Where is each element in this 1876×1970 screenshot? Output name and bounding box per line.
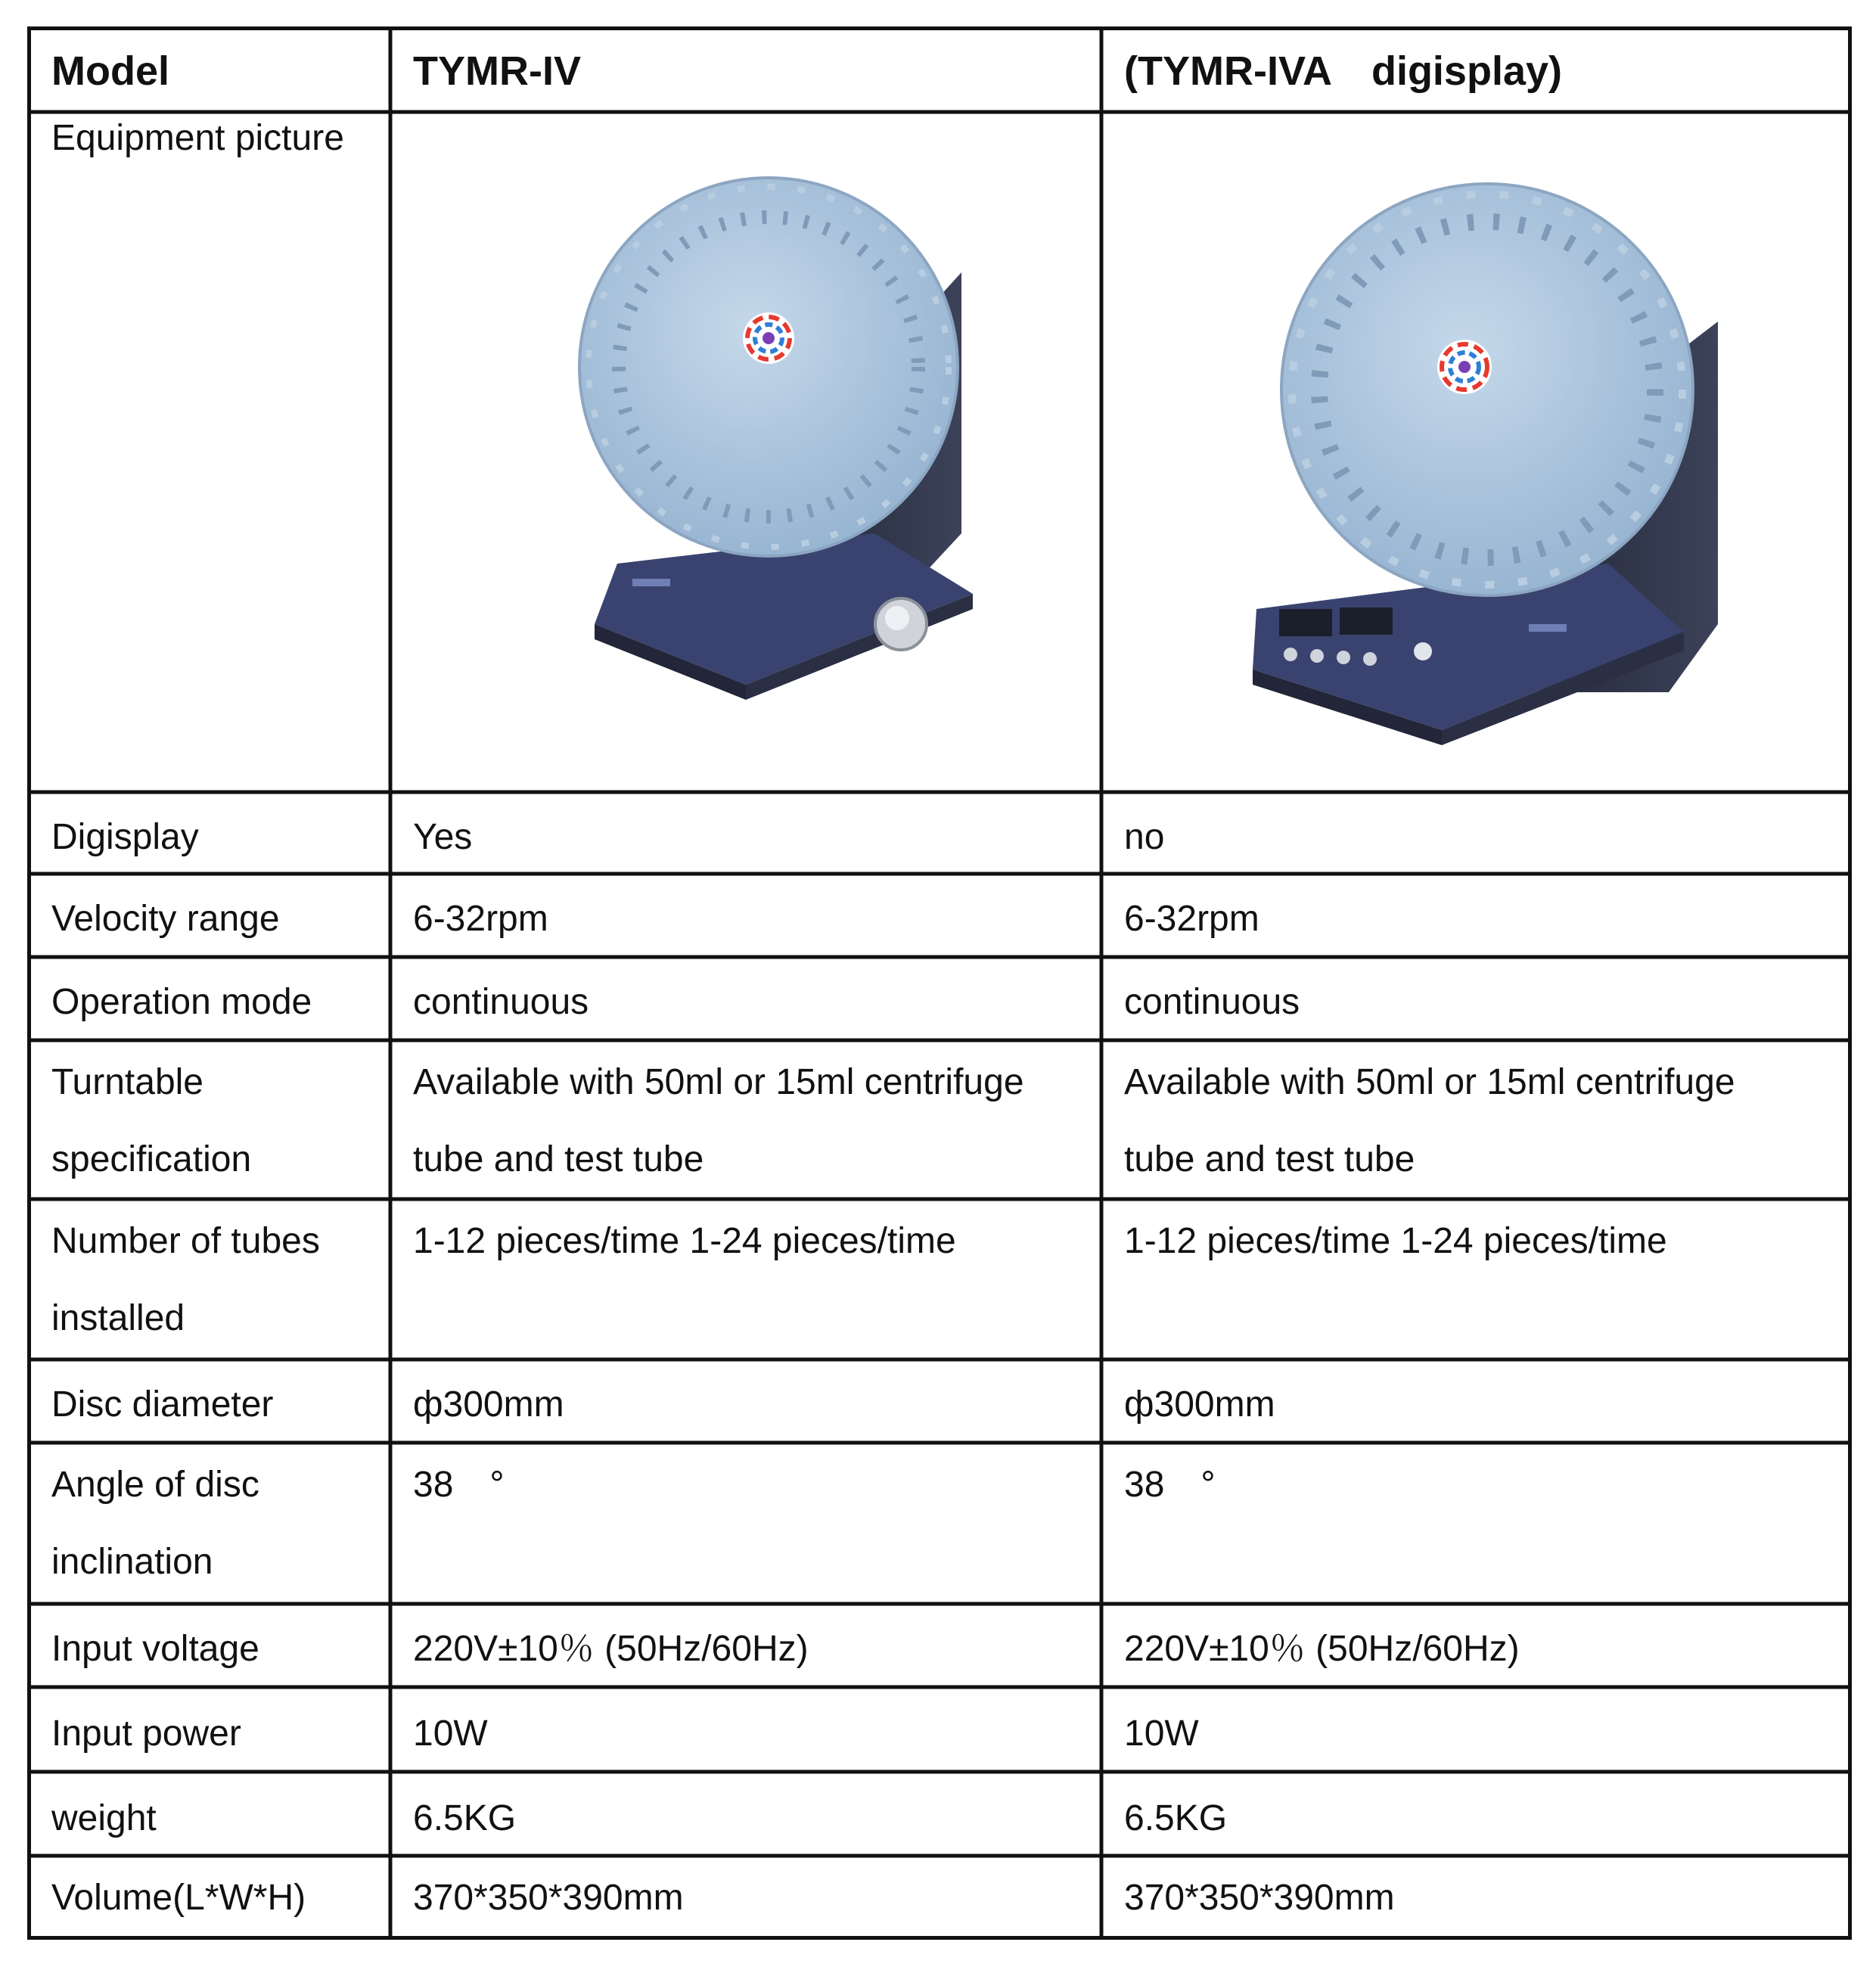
row-value-diameter-col2: ф300mm [1124, 1384, 1275, 1425]
header-col1: TYMR-IV [413, 48, 581, 94]
row-value-angle-col2: 38 ° [1124, 1465, 1216, 1505]
row-label-power: Input power [51, 1714, 241, 1754]
row-value-velocity-col1: 6-32rpm [413, 899, 548, 939]
row-label-angle-line1: Angle of disc [51, 1465, 259, 1505]
row-value-turntable-col2-line1: Available with 50ml or 15ml centrifuge [1124, 1062, 1735, 1102]
row-value-power-col1: 10W [413, 1714, 488, 1754]
row-label-digisplay: Digisplay [51, 817, 199, 857]
row-value-volume-col2: 370*350*390mm [1124, 1878, 1395, 1918]
row-label-turntable-line1: Turntable [51, 1062, 203, 1102]
row-value-turntable-col1-line1: Available with 50ml or 15ml centrifuge [413, 1062, 1024, 1102]
row-value-weight-col1: 6.5KG [413, 1798, 517, 1838]
row-value-voltage-col1: 220V±10％ (50Hz/60Hz) [413, 1629, 809, 1669]
row-value-turntable-col1 [390, 1044, 1101, 1198]
row-value-operation-col1: continuous [413, 982, 589, 1022]
row-value-turntable-col2 [1101, 1044, 1852, 1198]
equipment-picture-label: Equipment picture [51, 118, 344, 158]
row-value-voltage-col2: 220V±10％ (50Hz/60Hz) [1124, 1629, 1520, 1669]
row-value-weight-col2: 6.5KG [1124, 1798, 1228, 1838]
row-value-digisplay-col1: Yes [413, 817, 473, 857]
row-label-turntable [27, 1044, 390, 1198]
row-label-tubes [27, 1203, 390, 1357]
row-label-angle-line2: inclination [51, 1542, 213, 1582]
row-value-turntable-col1-line2: tube and test tube [413, 1139, 704, 1179]
header-col2: (TYMR-IVA digisplay) [1124, 48, 1562, 94]
row-label-weight: weight [51, 1798, 157, 1838]
row-label-tubes-line1: Number of tubes [51, 1221, 320, 1261]
row-value-volume-col1: 370*350*390mm [413, 1878, 684, 1918]
row-value-angle-col1: 38 ° [413, 1465, 505, 1505]
mixer-picture-digital [1215, 140, 1744, 760]
row-label-volume: Volume(L*W*H) [51, 1878, 306, 1918]
mixer-picture-knob [519, 140, 988, 700]
row-label-voltage: Input voltage [51, 1629, 259, 1669]
header-model-label: Model [51, 48, 169, 94]
row-label-operation: Operation mode [51, 982, 312, 1022]
row-value-turntable-col2-line2: tube and test tube [1124, 1139, 1415, 1179]
row-value-tubes-col2: 1-12 pieces/time 1-24 pieces/time [1124, 1221, 1667, 1261]
row-value-tubes-col1: 1-12 pieces/time 1-24 pieces/time [413, 1221, 956, 1261]
row-label-velocity: Velocity range [51, 899, 280, 939]
row-label-angle [27, 1446, 390, 1601]
row-value-power-col2: 10W [1124, 1714, 1199, 1754]
row-value-digisplay-col2: no [1124, 817, 1165, 857]
spec-table [27, 26, 1852, 1940]
row-value-velocity-col2: 6-32rpm [1124, 899, 1259, 939]
row-value-operation-col2: continuous [1124, 982, 1300, 1022]
row-label-turntable-line2: specification [51, 1139, 252, 1179]
row-label-tubes-line2: installed [51, 1298, 185, 1338]
row-label-diameter: Disc diameter [51, 1384, 274, 1425]
row-value-diameter-col1: ф300mm [413, 1384, 564, 1425]
